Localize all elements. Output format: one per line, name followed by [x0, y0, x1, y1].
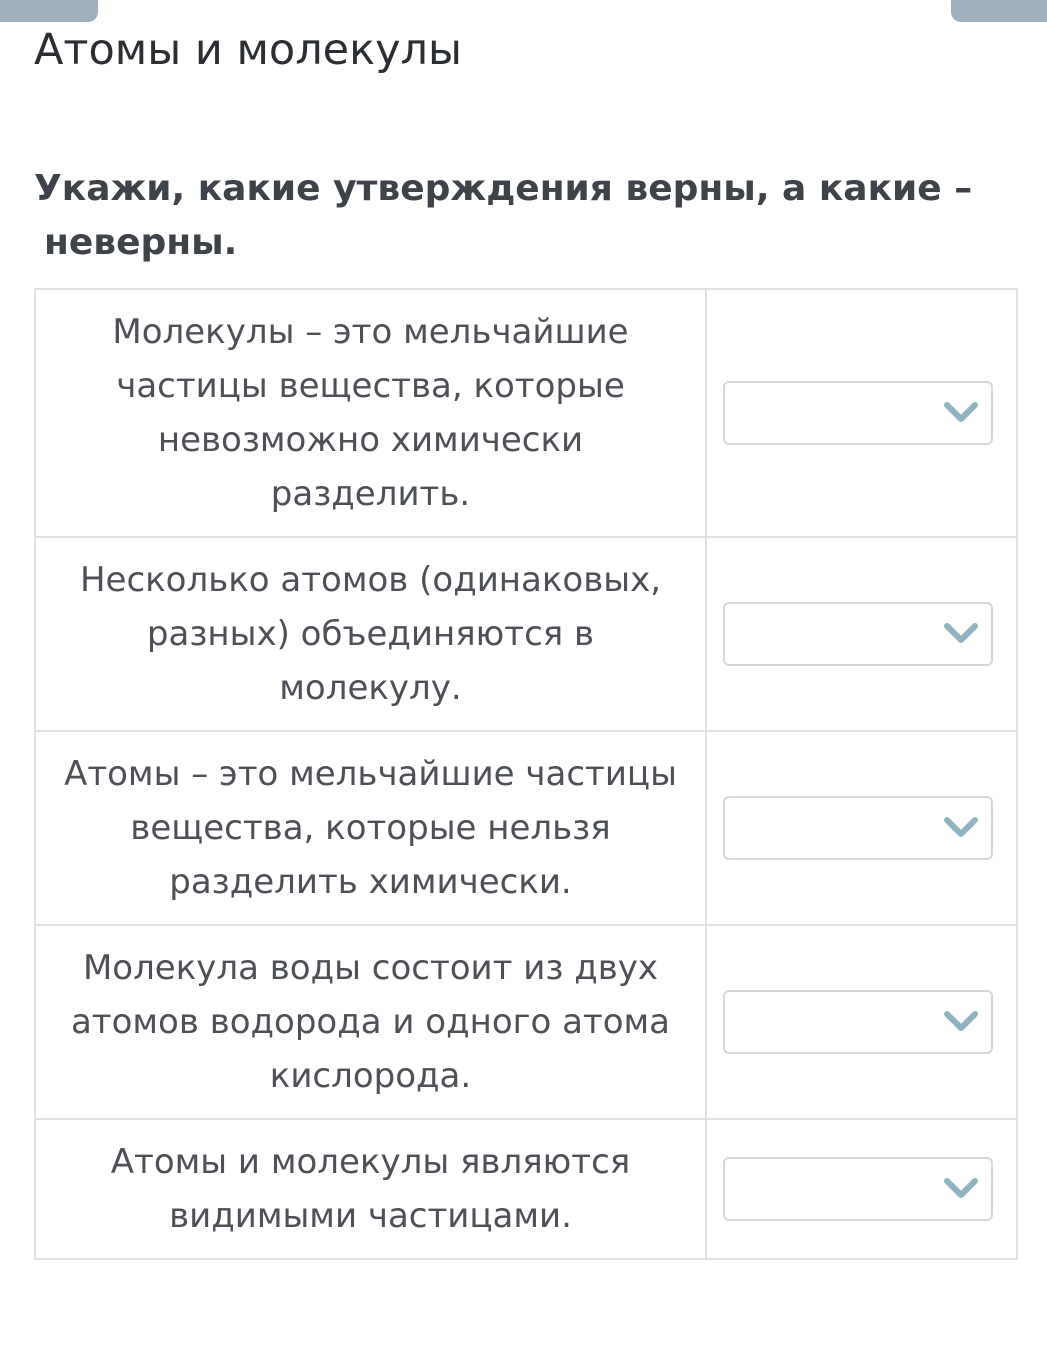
page-title: Атомы и молекулы	[34, 25, 462, 75]
statement-text: Молекулы – это мельчайшие частицы вещества, которые невозможно химически разделить.	[112, 312, 629, 514]
chevron-down-icon	[943, 1176, 979, 1200]
statement-cell	[35, 925, 706, 1119]
table-row	[35, 731, 1017, 925]
statement-text: Атомы и молекулы являются видимыми частицами.	[110, 1142, 631, 1236]
top-right-tab[interactable]	[951, 0, 1047, 22]
chevron-down-icon	[943, 400, 979, 424]
answer-dropdown[interactable]	[723, 796, 993, 860]
statement-text: Несколько атомов (одинаковых, разных) объединяются в молекулу.	[79, 560, 662, 708]
answer-cell	[706, 925, 1017, 1119]
table-row	[35, 537, 1017, 731]
statement-text: Атомы – это мельчайшие частицы вещества, которые нельзя разделить химически.	[64, 754, 677, 902]
answer-cell	[706, 1119, 1017, 1259]
table-row	[35, 289, 1017, 537]
statement-cell	[35, 537, 706, 731]
chevron-down-icon	[943, 815, 979, 839]
statement-cell	[35, 289, 706, 537]
question-line-1: Укажи, какие утверждения верны, а какие –	[34, 168, 973, 209]
answer-dropdown[interactable]	[723, 990, 993, 1054]
answer-cell	[706, 537, 1017, 731]
statement-cell	[35, 1119, 706, 1259]
answer-cell	[706, 289, 1017, 537]
answer-cell	[706, 731, 1017, 925]
table-row	[35, 1119, 1017, 1259]
top-left-tab[interactable]	[0, 0, 98, 22]
statements-table	[34, 288, 1018, 1260]
table-row	[35, 925, 1017, 1119]
statement-cell	[35, 731, 706, 925]
question-line-2: неверны.	[44, 222, 238, 263]
chevron-down-icon	[943, 621, 979, 645]
answer-dropdown[interactable]	[723, 381, 993, 445]
answer-dropdown[interactable]	[723, 1157, 993, 1221]
answer-dropdown[interactable]	[723, 602, 993, 666]
chevron-down-icon	[943, 1009, 979, 1033]
statement-text: Молекула воды состоит из двух атомов водорода и одного атома кислорода.	[70, 948, 671, 1096]
question-prompt	[34, 162, 1004, 270]
